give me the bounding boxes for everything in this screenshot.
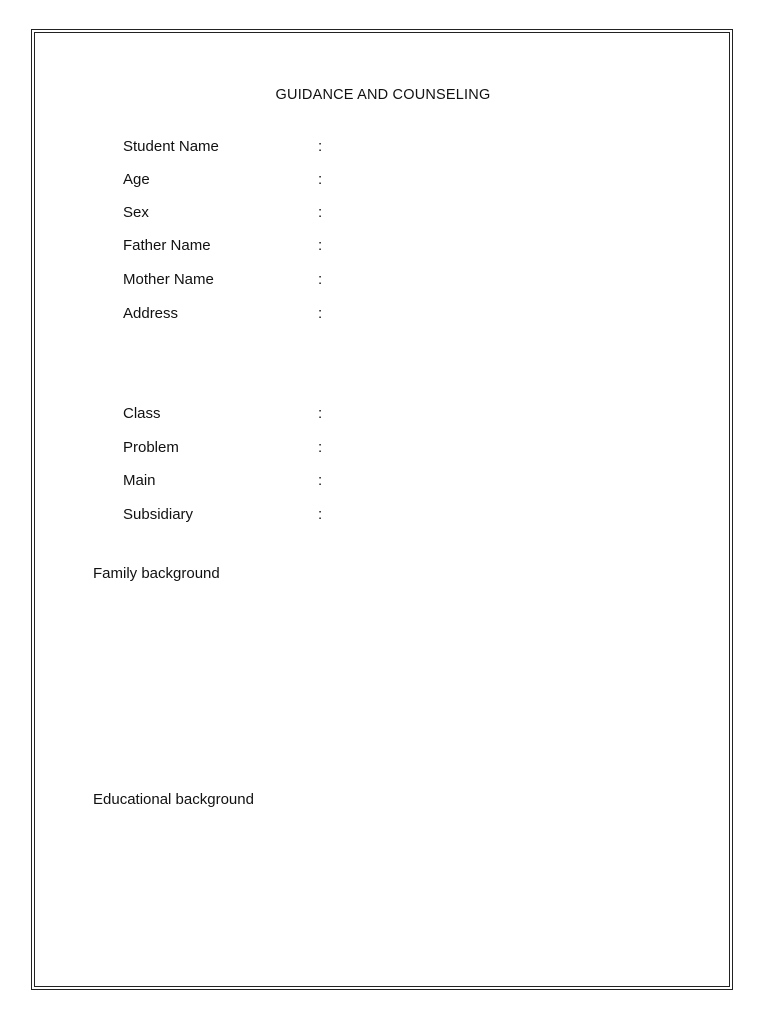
field-label-subsidiary: Subsidiary [123,506,194,523]
field-label-class: Class [123,405,161,422]
field-label-address: Address [123,305,179,322]
field-separator: : [318,204,323,221]
field-label-sex: Sex [123,204,149,221]
field-label-age: Age [123,171,150,188]
field-separator: : [318,171,323,188]
field-separator: : [318,271,323,288]
form-title: GUIDANCE AND COUNSELING [275,87,491,103]
field-separator: : [318,138,323,155]
field-separator: : [318,405,323,422]
field-separator: : [318,506,323,523]
field-label-mother-name: Mother Name [123,271,214,288]
field-separator: : [318,237,323,254]
field-label-student-name: Student Name [123,138,219,155]
section-heading-educational-background: Educational background [93,791,254,808]
field-label-main: Main [123,472,156,489]
field-label-father-name: Father Name [123,237,211,254]
field-separator: : [318,305,323,322]
field-separator: : [318,439,323,456]
field-separator: : [318,472,323,489]
section-heading-family-background: Family background [93,565,220,582]
field-label-problem: Problem [123,439,179,456]
